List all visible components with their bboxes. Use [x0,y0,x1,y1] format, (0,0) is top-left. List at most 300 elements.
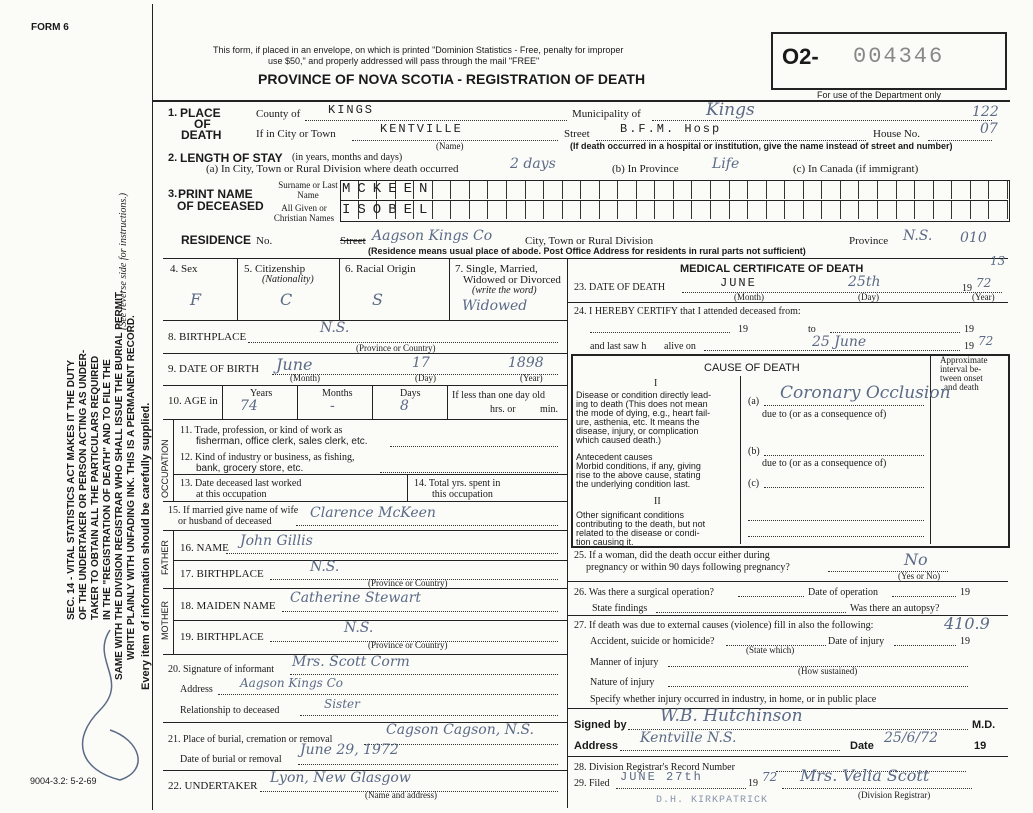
place-num: 1. [168,107,178,119]
medical-code: 13 [990,254,1006,268]
age-div-1 [222,385,223,419]
registrar-year[interactable]: 72 [762,770,778,784]
name-grid-cell [654,181,655,199]
sec14-line-f: WRITE PLAINLY WITH UNFADING INK. THIS IS A PERMANENT RECORD. [126,315,137,660]
disease-f: which caused death.) [576,435,662,445]
residence-value[interactable]: Aagson Kings Co [372,228,493,244]
findings-line [656,612,846,613]
mother-maiden-label: 18. MAIDEN NAME [180,600,276,612]
cause-due-a: due to (or as a consequence of) [762,409,887,420]
name-grid-cell [710,201,711,219]
house-label: House No. [873,128,921,140]
father-side-label: FATHER [160,540,170,575]
house-code: 07 [980,121,998,137]
dod-year-prefix: 19 [962,283,972,294]
father-bp-value[interactable]: N.S. [310,559,340,575]
residence-note: (Residence means usual place of abode. Post Office Address for residents in rural parts not sufficient) [368,246,806,256]
name-grid-cell [858,201,859,219]
woman-caption: (Yes or No) [898,571,941,581]
interval-b: interval be- [940,364,982,374]
informant-rel-line [300,715,558,716]
sec14-line-b: OF THE UNDERTAKER OR PERSON ACTING AS UNDER- [78,349,89,620]
dob-day[interactable]: 17 [412,355,430,371]
column-divider [567,258,568,808]
father-side-rule [173,530,174,588]
other-line-2 [748,536,924,537]
registration-number: 004346 [853,44,945,69]
name-grid-cell [617,181,618,199]
other-b: contributing to the death, but not [576,519,706,529]
hrs-label: hrs. or [490,404,516,415]
name-grid-cell [617,201,618,219]
age-days-value[interactable]: 8 [400,398,409,414]
spouse-value[interactable]: Clarence McKeen [310,505,436,521]
filed-line [616,788,746,789]
surgery-date-label: Date of operation [808,587,878,598]
city-value[interactable]: KENTVILLE [380,122,463,136]
surgery-label: 26. Was there a surgical operation? [574,587,714,598]
age-div-4 [447,385,448,419]
name-grid-cell [673,181,674,199]
place-label-b: OF [194,117,211,131]
antecedent-c: rise to the above cause, stating [576,470,701,480]
name-grid-cell [896,181,897,199]
mother-maiden-line [282,611,558,612]
age-days-label: Days [400,388,421,399]
last-saw-year[interactable]: 72 [978,334,994,348]
residence-province-label: Province [849,235,889,247]
municipality-value[interactable]: Kings [706,100,755,120]
racial-label: 6. Racial Origin [345,263,416,275]
stay-num: 2. [168,152,178,164]
signed-value[interactable]: W.B. Hutchinson [660,706,803,726]
name-grid-cell [821,201,822,219]
external-manner: Manner of injury [590,657,659,668]
registrar-19: 19 [748,778,758,789]
signed-label: Signed by [574,719,627,731]
mail-notice-1: This form, if placed in an envelope, on which is printed "Dominion Statistics - Free, penalty for improper [213,45,624,55]
registrar-stamp: D.H. KIRKPATRICK [656,795,769,806]
personal-div-1 [237,258,238,320]
woman-value[interactable]: No [904,550,928,569]
every-item-note: Every item of information should be carefully supplied. [140,402,152,690]
residence-city-label: City, Town or Rural Division [525,235,654,247]
name-grid-cell [691,181,692,199]
spouse-label-b: or husband of deceased [178,516,272,527]
name-grid-cell [654,201,655,219]
given-label: All Given or Christian Names [273,203,335,223]
dod-line [682,292,1002,293]
surname-label: Surname or Last Name [278,180,338,200]
surgery-date-line [892,596,956,597]
stay-label: LENGTH OF STAY [180,151,283,165]
department-use: For use of the Department only [817,90,942,100]
citizenship-value[interactable]: C [280,290,293,309]
roman-one: I [654,378,658,389]
woman-label-b: pregnancy or within 90 days following pregnancy? [586,562,790,573]
name-grid-cell [487,181,488,199]
residence-label: RESIDENCE [181,233,252,247]
row-rule-spouse [163,501,567,502]
name-grid-cell [988,201,989,219]
dod-label: 23. DATE OF DEATH [574,282,666,293]
dob-month[interactable]: June [276,355,313,374]
dod-month[interactable]: JUNE [720,276,757,290]
surgery-line [738,596,804,597]
name-grid-cell [877,181,878,199]
name-grid-cell [784,201,785,219]
header-rule [152,100,1010,102]
antecedent-a: Antecedent causes [576,452,653,462]
interval-c: tween onset [940,373,983,383]
occ-11-b: fisherman, office clerk, sales clerk, etc. [196,436,368,447]
row-rule-occupation [163,419,567,420]
name-grid-cell [914,201,915,219]
name-grid-cell [673,201,674,219]
birthplace-value[interactable]: N.S. [320,320,350,336]
municipality-label: Municipality of [572,108,641,120]
mother-bp-value[interactable]: N.S. [344,620,374,636]
name-label-b: OF DECEASED [177,199,264,213]
sec14-line-d: IN THE "REGISTRATION OF DEATH" AND TO FILE THE [102,359,113,620]
to-line [830,332,960,333]
burial-date-value[interactable]: June 29, 1972 [300,742,399,758]
signed-addr-value[interactable]: Kentville N.S. [640,730,737,746]
external-injury-date: Date of injury [828,636,885,647]
reverse-note: (See reverse side for instructions.) [118,192,129,330]
burial-date-label: Date of burial or removal [180,754,282,765]
external-code: 410.9 [944,614,990,633]
cause-c-label: (c) [748,478,760,489]
name-grid-cell [562,201,563,219]
name-num: 3. [168,188,178,200]
stay-b-value[interactable]: Life [712,156,740,172]
less-than-day: If less than one day old [452,390,546,401]
last-saw-label: and last saw h [590,341,647,352]
informant-sig-value[interactable]: Mrs. Scott Corm [292,654,410,670]
name-grid-cell [599,201,600,219]
rule-registrar [567,756,1008,757]
registrar-filed-label: 29. Filed [574,778,610,789]
place-label-c: DEATH [181,128,222,142]
form-title: PROVINCE OF NOVA SCOTIA - REGISTRATION OF DEATH [258,71,646,87]
hospital-note: (If death occurred in a hospital or institution, give the name instead of street and number) [570,141,953,151]
dob-year-caption: (Year) [520,373,543,383]
external-19: 19 [960,636,970,647]
row-rule-personal [163,258,1008,259]
registrar-signature[interactable]: Mrs. Velia Scott [800,766,930,785]
certify-label: 24. I HEREBY CERTIFY that I attended deceased from: [574,306,801,317]
burial-date-line [298,764,558,765]
signed-addr-label: Address [574,740,619,752]
father-bp-caption: (Province or Country) [368,578,448,588]
rule-surgery [567,581,1008,582]
name-grid-cell [766,181,767,199]
sex-label: 4. Sex [170,263,198,275]
dob-day-caption: (Day) [415,373,436,383]
form-id: FORM 6 [31,22,69,33]
min-label: min. [540,404,559,415]
marital-label-b: Widowed or Divorced [463,274,561,286]
cause-b-label: (b) [748,446,760,457]
age-label: 10. AGE in [168,395,218,407]
marital-label-c: (write the word) [472,285,537,296]
name-grid-cell [951,181,952,199]
citizenship-label: 5. Citizenship [244,263,306,275]
name-grid-cell [580,201,581,219]
age-years-value[interactable]: 74 [240,398,258,414]
informant-addr-value[interactable]: Aagson Kings Co [240,676,344,690]
name-grid-cell [1007,201,1008,219]
name-grid-cell [988,181,989,199]
name-grid-cell [803,201,804,219]
row-rule-father [163,530,567,531]
name-grid-cell [951,201,952,219]
from-19: 19 [738,324,748,335]
name-grid-cell [506,201,507,219]
racial-value[interactable]: S [372,290,383,309]
name-grid-cell [821,181,822,199]
other-a: Other significant conditions [576,510,685,520]
occ-12-b: bank, grocery store, etc. [196,463,304,474]
citizenship-sub: (Nationality) [262,274,314,285]
burial-place-value[interactable]: Cagson Cagson, N.S. [386,722,534,738]
occ-12-line [380,472,558,473]
surname-value[interactable]: MCKEEN [342,181,435,197]
street-value[interactable]: B.F.M. Hosp [620,122,722,136]
residence-province[interactable]: N.S. [903,228,933,244]
residence-street-label: Street [340,235,366,247]
name-grid-cell [877,201,878,219]
name-grid-cell [933,181,934,199]
sec14-line-c: TAKER TO OBTAIN ALL THE PARTICULARS REQUIRED [90,355,101,620]
occ-div-14 [407,474,408,501]
cause-label-divider [740,376,741,544]
registrar-filed-value[interactable]: JUNE 27th [620,770,703,784]
name-label-a: PRINT NAME [178,187,253,201]
municipality-code: 122 [972,104,999,120]
dod-month-caption: (Month) [734,292,764,302]
registration-prefix: O2- [782,44,819,69]
spouse-line [296,525,558,526]
name-grid-cell [766,201,767,219]
row-rule-age [163,385,567,386]
dod-day[interactable]: 25th [848,274,881,290]
informant-addr-label: Address [180,684,213,695]
name-grid-cell [729,201,730,219]
informant-sig-line [290,674,558,675]
undertaker-value[interactable]: Lyon, New Glasgow [270,770,411,786]
cause-b-line [764,455,924,456]
surgery-autopsy: Was there an autopsy? [850,603,940,614]
street-label: Street [564,128,590,140]
informant-sig-label: 20. Signature of informant [168,664,275,675]
last-saw-19: 19 [964,341,974,352]
signed-addr-line [620,750,840,751]
name-grid-cell [469,181,470,199]
to-19: 19 [964,324,974,335]
name-grid-cell [636,201,637,219]
roman-two: II [654,496,661,507]
city-caption: (Name) [436,141,464,151]
injury-date-line [894,645,956,646]
registrar-caption: (Division Registrar) [858,790,931,800]
marital-label-a: 7. Single, Married, [455,263,538,275]
father-name-line [226,553,558,554]
surgery-findings: State findings [592,603,648,614]
to-label: to [808,324,816,335]
external-state-which: (State which) [746,645,795,655]
father-bp-label: 17. BIRTHPLACE [180,568,264,580]
name-grid-cell [710,181,711,199]
birthplace-label: 8. BIRTHPLACE [168,331,247,343]
name-grid-cell [599,181,600,199]
disease-b: ing to death (This does not mean [576,399,708,409]
given-value[interactable]: ISOBEL [342,202,435,218]
place-label-a: PLACE [180,106,221,120]
rule-external [567,615,1008,616]
cause-a-value[interactable]: Coronary Occlusion [780,383,951,403]
sex-value[interactable]: F [190,290,202,309]
name-grid-cell [487,201,488,219]
name-grid-cell [747,181,748,199]
row-rule-dob [163,353,567,354]
informant-addr-line [218,694,558,695]
dod-year-caption: (Year) [972,292,995,302]
spouse-label-a: 15. If married give name of wife [168,505,299,516]
sec14-line-e: SAME WITH THE DIVISION REGISTRAR WHO SHALL ISSUE THE BURIAL PERMIT. [114,290,125,680]
name-grid-cell [914,181,915,199]
mother-side-label: MOTHER [160,601,170,640]
cause-a-label: (a) [748,396,760,407]
mother-maiden-value[interactable]: Catherine Stewart [290,590,422,606]
stay-b-label: (b) In Province [612,163,679,175]
external-nature: Nature of injury [590,677,655,688]
signed-md: M.D. [972,719,996,731]
father-name-value[interactable]: John Gillis [240,533,313,549]
cause-title: CAUSE OF DEATH [704,362,800,374]
occupation-side-rule [173,419,174,501]
birthplace-caption: (Province or Country) [356,343,436,353]
margin-scribble [60,620,170,800]
disease-d: ure, asthenia, etc. It means the [576,417,700,427]
mail-notice-2: use $50," and properly addressed will pass through the mail "FREE" [268,56,540,66]
occ-14-a: 14. Total yrs. spent in [414,478,501,489]
last-saw-value[interactable]: 25 June [812,334,867,350]
stay-c-label: (c) In Canada (if immigrant) [793,163,919,175]
occ-11-line [390,446,558,447]
occ-13-b: at this occupation [196,489,267,500]
form-left-border [152,4,153,810]
woman-label-a: 25. If a woman, did the death occur either during [574,550,770,561]
signed-date-label: Date [850,740,874,752]
sec14-line-a: SEC. 14 - VITAL STATISTICS ACT MAKES IT THE DUTY [66,359,77,620]
occ-11-a: 11. Trade, profession, or kind of work as [180,425,343,436]
county-label: County of [256,108,301,120]
other-c: related to the disease or condi- [576,528,700,538]
informant-rel-value[interactable]: Sister [324,697,360,711]
dod-day-caption: (Day) [858,292,879,302]
name-grid-cell [636,181,637,199]
name-grid-cell [970,181,971,199]
name-grid-cell [896,201,897,219]
name-grid-cell [747,201,748,219]
age-months-value[interactable]: - [330,398,335,414]
residence-code: 010 [960,230,987,246]
father-rule [173,560,567,561]
dob-year[interactable]: 1898 [508,355,544,371]
external-label: 27. If death was due to external causes (violence) fill in also the following: [574,620,874,631]
occ-rule-13 [173,474,567,475]
other-line-1 [748,520,924,521]
medical-title: MEDICAL CERTIFICATE OF DEATH [680,263,864,275]
row-rule-mother [163,588,567,589]
mother-side-rule [173,588,174,654]
undertaker-caption: (Name and address) [365,790,437,800]
stay-sub: (in years, months and days) [292,152,403,163]
form-code: 9004-3.2: 5-2-69 [30,776,97,786]
signed-19: 19 [974,740,987,752]
other-d: tion causing it. [576,537,634,547]
occupation-side-label: OCCUPATION [160,439,170,498]
mother-bp-label: 19. BIRTHPLACE [180,631,264,643]
signed-date-value[interactable]: 25/6/72 [884,730,938,746]
city-label: If in City or Town [256,128,336,140]
nature-line [668,686,968,687]
name-grid-cell [506,181,507,199]
county-line [305,120,567,121]
name-grid [340,180,1010,222]
county-value[interactable]: KINGS [328,103,375,117]
personal-div-2 [339,258,340,320]
age-months-label: Months [322,388,353,399]
antecedent-d: the underlying condition last. [576,479,691,489]
name-grid-cell [729,181,730,199]
age-years-label: Years [250,388,273,399]
father-name-label: 16. NAME [180,542,229,554]
marital-value[interactable]: Widowed [462,298,528,314]
age-div-3 [372,385,373,419]
residence-no-label: No. [256,235,273,247]
stay-a-value[interactable]: 2 days [510,156,556,172]
disease-e: disease, injury, or complication [576,426,699,436]
mother-bp-caption: (Province or Country) [368,640,448,650]
name-grid-cell [562,181,563,199]
burial-place-label: 21. Place of burial, cremation or removal [168,734,333,745]
dod-year[interactable]: 72 [976,276,992,290]
name-grid-cell [970,201,971,219]
name-grid-cell [784,181,785,199]
external-where: Specify whether injury occurred in industry, in home, or in public place [590,694,877,705]
name-grid-cell [543,201,544,219]
occ-14-b: this occupation [432,489,493,500]
name-grid-cell [543,181,544,199]
name-grid-cell [840,181,841,199]
dob-label: 9. DATE OF BIRTH [168,363,260,375]
municipality-line [652,120,992,121]
name-grid-cell [450,181,451,199]
name-grid-cell [691,201,692,219]
interval-a: Approximate [940,355,988,365]
cause-a-line [764,405,924,406]
name-grid-cell [840,201,841,219]
surgery-19: 19 [960,587,970,598]
name-grid-cell [525,181,526,199]
rule-certify [567,302,1008,303]
last-saw-line [704,350,960,351]
dob-month-caption: (Month) [290,373,320,383]
name-grid-cell [933,201,934,219]
